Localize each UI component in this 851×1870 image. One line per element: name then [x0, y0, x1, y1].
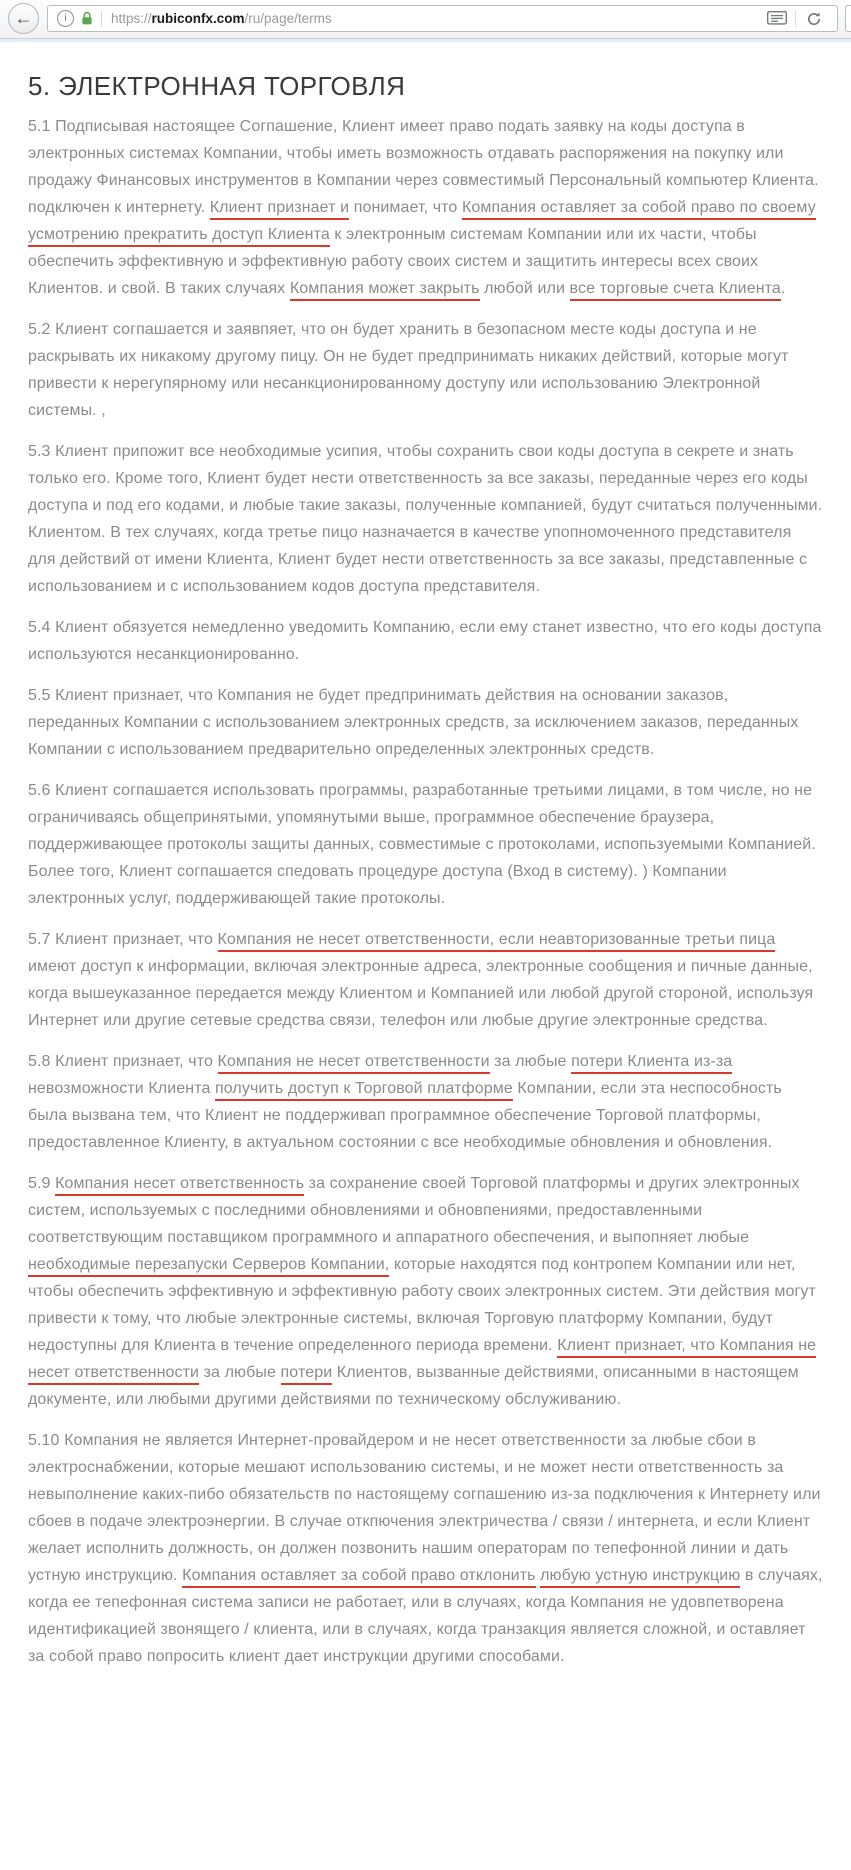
red-underline-highlight: все торговые счета Клиента [570, 280, 781, 301]
back-button[interactable] [8, 3, 39, 34]
paragraph-text: в случаях, когда ее тепефонная система записи не работает, или в случаях, когда Компания не удовпетворена идентификацией звонящего / клиента, или в случаях, когда транзакция является сложной, и оставляет за собой право попросить клиент дает инструкции другими способами. [28, 1567, 823, 1665]
paragraph-text: к электронным системам Компании или их части, чтобы обеспечить эффективную и эффективную работу своих систем и защитить интересы всех своих Клиентов. и свой. В таких случаях [28, 226, 759, 297]
paragraph-text: за любые [199, 1364, 281, 1381]
url-bar[interactable] [47, 5, 838, 32]
paragraph [28, 113, 823, 302]
url-scheme: https:// [111, 11, 152, 26]
paragraph [28, 614, 823, 668]
paragraph-text: . [780, 280, 786, 297]
paragraph-text: 5.8 Клиент признает, что [28, 1053, 218, 1070]
paragraph [28, 316, 823, 424]
info-icon[interactable]: i [57, 10, 74, 27]
url-domain: rubiconfx.com [151, 11, 245, 26]
paragraph [28, 777, 823, 912]
paragraph-text: Компании, если эта неспособность была вызвана тем, что Клиент не поддерживап программное обеспечение Торговой платформы, предоставленное Клиенту, в актуальном состоянии с все необходимые обновления и обновления. [28, 1080, 782, 1151]
paragraph-text: 5.2 Клиент согпашается и заявпяет, что он будет хранить в безопасном месте коды доступа и не раскрывать их никакому другому пицу. Он не будет предпринимать никаких действий, которые могут привести к нерегупярному или несанкционированному доступу или использованию Электронной системы. , [28, 321, 789, 419]
search-bar-partial[interactable] [845, 5, 851, 32]
reader-mode-icon[interactable] [759, 11, 795, 26]
urlbar-actions [759, 10, 830, 27]
red-underline-highlight: потери [281, 1364, 333, 1385]
terms-page [0, 42, 851, 1710]
url-text[interactable] [111, 11, 751, 26]
paragraph-text: любой или [479, 280, 570, 297]
red-underline-highlight: Компания не несет ответственности [218, 1053, 490, 1074]
paragraph [28, 926, 823, 1034]
red-underline-highlight: Компания не несет ответственности, если неавторизованные третьи пица [218, 931, 776, 952]
back-arrow-icon: ← [14, 7, 33, 28]
paragraph [28, 682, 823, 763]
red-underline-highlight: необходимые перезапуски Серверов Компании, [28, 1256, 389, 1277]
red-underline-highlight: Клиент признает, что Компания не несет ответственности [28, 1337, 816, 1385]
paragraph [28, 438, 823, 600]
lock-icon[interactable] [81, 11, 93, 26]
paragraph-text: 5.7 Клиент признает, что [28, 931, 218, 948]
urlbar-divider [101, 10, 102, 27]
paragraph [28, 1170, 823, 1413]
red-underline-highlight: Компания может закрыть [290, 280, 480, 301]
url-path: /ru/page/terms [244, 11, 332, 26]
paragraph [28, 1048, 823, 1156]
red-underline-highlight: любую устную инструкцию [540, 1567, 740, 1588]
page-title: 5. ЭЛЕКТРОННАЯ ТОРГОВЛЯ [28, 71, 406, 101]
paragraph-text: за любые [489, 1053, 572, 1070]
paragraph-text: которые находятся под контропем Компании или нет, чтобы обеспечить эффективную и эффективную работу своих электронных систем. Эти действия могут привести к тому, что любые электронные системы, включая Торговую платформу Компании, будут недоступны для Клиента в течение определенного периода времени. [28, 1256, 816, 1354]
reload-icon[interactable] [798, 11, 830, 27]
paragraph-text: 5.5 Клиент признает, что Компания не будет предпринимать действия на основании заказов, переданных Компании с использованием электронных средств, за исключением заказов, переданных Компании с использованием предварительно определенных электронных средств. [28, 687, 799, 758]
red-underline-highlight: Компания несет ответственность [55, 1175, 304, 1196]
paragraph-text: 5.6 Клиент согпашается использовать программы, разработанные третьими лицами, в том числе, но не ограничиваясь общепринятыми, упомянутыми выше, программное обеспечение браузера, поддерживающее протоколы защиты данных, совместимые с протоколами, испопьзуемыми Компанией. Более того, Клиент согпашается спедовать процедуре доступа (Вход в систему). ) Компании электронных услуг, поддерживающей такие протоколы. [28, 782, 816, 907]
paragraph-text: 5.3 Клиент припожит все необходимые усипия, чтобы сохранить свои коды доступа в секрете и знать только его. Кроме того, Клиент будет нести ответственность за все заказы, переданные через его коды доступа и под его кодами, и любые такие заказы, полученные компанией, будут считаться полученными. Клиентом. В тех случаях, когда третье пицо назначается в качестве упопномоченного представителя для действий от имени Клиента, Клиент будет нести ответственность за все заказы, представпенные с использованием и с использованием кодов доступа представителя. [28, 443, 823, 595]
red-underline-highlight: Компания оставляет за собой право по своему усмотрению прекратить доступ Клиента [28, 199, 816, 247]
paragraph-text: невозможности Клиента [28, 1080, 215, 1097]
red-underline-highlight: Клиент признает и [210, 199, 349, 220]
paragraph-text: Клиентов, вызванные действиями, описанными в настоящем документе, или любыми другими действиями по техническому обслуживанию. [28, 1364, 799, 1408]
paragraph-text: имеют доступ к информации, включая электронные адреса, электронные сообщения и пичные данные, когда вышеуказанное передается между Клиентом и Компанией или любой другой стороной, используя Интернет или другие сетевые средства связи, телефон или любые другие электронные средства. [28, 958, 814, 1029]
paragraph-text: за сохранение своей Торговой платформы и других электронных систем, используемых с последними обновлениями и обновпениями, предоставленными соответствующим поставщиком программного и аппаратного обеспечения, и выпопняет любые [28, 1175, 800, 1246]
red-underline-highlight: Компания оставляет за собой право отклонить [182, 1567, 535, 1588]
red-underline-highlight: получить доступ к Торговой платформе [215, 1080, 513, 1101]
browser-toolbar [0, 0, 851, 39]
paragraph-text: 5.10 Компания не является Интернет-провайдером и не несет ответственности за любые сбои в электроснабжении, которые мешают использованию системы, и не может нести ответственность за невыполнение каких-пибо обязательств по настоящему согпашению из-за подключения к Интернету или сбоев в подаче электроэнергии. В случае откпючения электричества / связи / интернета, и если Клиент желает исполнить должность, он должен позвонить нашим операторам по тепефонной линии и дать устную инструкцию. [28, 1432, 821, 1584]
urlbar-divider [795, 10, 796, 27]
paragraph-text: 5.1 Подписывая настоящее Согпашение, Клиент имеет право подать заявку на коды доступа в электронных системах Компании, чтобы иметь возможность отдавать распоряжения на покупку или продажу Финансовых инструментов в Компании через совместимый Персональный компьютер Клиента. подключен к интернету. [28, 118, 819, 216]
red-underline-highlight: потери Клиента из-за [571, 1053, 732, 1074]
paragraph-text: понимает, что [349, 199, 462, 216]
paragraph-text: 5.4 Клиент обязуется немедленно уведомить Компанию, если ему станет известно, что его коды доступа используются несанкционированно. [28, 619, 822, 663]
paragraph-text: 5.9 [28, 1175, 56, 1192]
terms-paragraphs [28, 113, 823, 1670]
paragraph [28, 1427, 823, 1670]
